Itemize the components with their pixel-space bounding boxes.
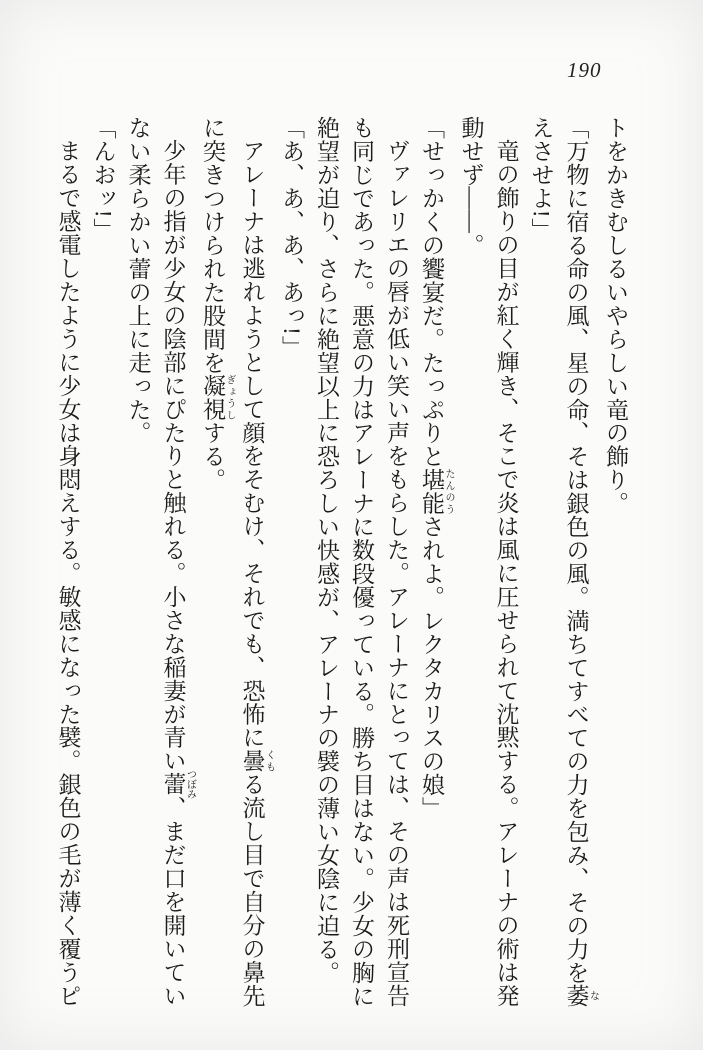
page-number: 190 bbox=[567, 58, 602, 82]
text-line: 少年の指が少女の陰部にぴたりと触れる。小さな稲妻が青い蕾 つぼみ、まだ口を開いてい bbox=[160, 139, 196, 1008]
text-line: ない柔らかい蕾の上に走った。 bbox=[125, 116, 151, 445]
text-line: まるで感電したように少女は身悶えする。敏感になった襞。銀色の毛が薄く覆うピ bbox=[55, 139, 81, 1008]
text-line: 動せず――。 bbox=[458, 116, 484, 257]
text-line: 「万物に宿る命の風、星の命、そは銀色の風。満ちてすべての力を包み、その力を萎 な bbox=[563, 116, 599, 1008]
text-line: 「んおッ!」 bbox=[90, 116, 116, 242]
text-line: 絶望が迫り、さらに絶望以上に恐ろしい快感が、アレーナの襞の薄い女陰に迫る。 bbox=[314, 116, 339, 985]
body-text bbox=[51, 116, 634, 1008]
text-line: 竜の飾りの目が紅く輝き、そこで炎は風に圧せられて沈黙する。アレーナの術は発 bbox=[493, 139, 519, 1008]
text-line: 「せっかくの饗宴だ。たっぷりと堪能 たんのうされよ。レクタカリスの娘」 bbox=[419, 116, 454, 820]
furigana-annotated-word: 凝視 ぎょうし bbox=[200, 374, 235, 421]
text-line: えさせよ!」 bbox=[528, 116, 554, 242]
furigana-annotated-word: 堪能 たんのう bbox=[419, 467, 454, 515]
text-line: 「あ、あ、あ、あっ!」 bbox=[279, 116, 304, 359]
text-line: も同じであった。悪意の力はアレーナに数段優っている。勝ち目はない。少女の胸に bbox=[349, 116, 374, 1008]
furigana-annotated-word: 蕾 つぼみ bbox=[160, 769, 196, 800]
furigana-annotated-word: 曇 くも bbox=[239, 748, 275, 773]
furigana-annotated-word: 萎 な bbox=[563, 984, 599, 1008]
text-line: に突きつけられた股間を凝視 ぎょうしする。 bbox=[200, 116, 235, 492]
text-line: トをかきむしるいやらしい竜の飾り。 bbox=[603, 116, 628, 515]
text-line: アレーナは逃れようとして顔をそむけ、それでも、恐怖に曇 くもる流し目で自分の鼻先 bbox=[239, 139, 275, 1008]
text-line: ヴァレリエの唇が低い笑い声をもらした。アレーナにとっては、その声は死刑宣告 bbox=[384, 139, 409, 1008]
